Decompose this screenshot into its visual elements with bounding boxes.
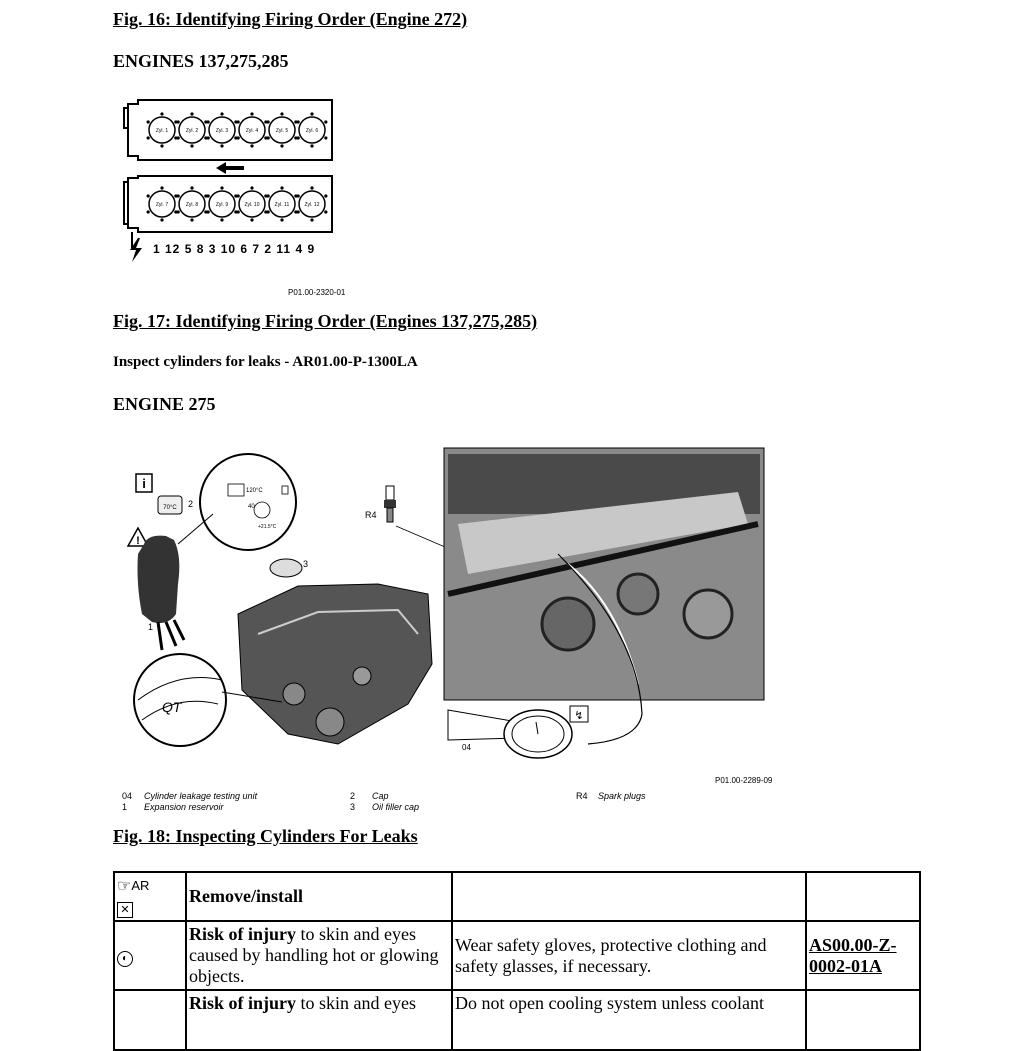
- head-bolt: [190, 218, 193, 221]
- info-icon: [136, 474, 152, 492]
- fig16-caption: Fig. 16: Identifying Firing Order (Engine 272): [113, 9, 468, 29]
- hazard-description: Risk of injury to skin and eyes caused by handling hot or glowing objects.: [186, 921, 452, 990]
- head-bolt: [310, 186, 313, 189]
- head-bolt: [147, 136, 150, 139]
- head-bolt: [237, 194, 240, 197]
- warning-cell: [114, 990, 186, 1050]
- legend-col-3: [576, 791, 646, 802]
- head-bolt: [267, 210, 270, 213]
- cap-text: 70°C: [163, 505, 177, 511]
- fig17-code: P01.00-2320-01: [288, 288, 346, 297]
- header-empty-cell: [452, 872, 806, 921]
- upper-cylinder-label: Zyl. 1: [155, 128, 169, 134]
- temp-warm-label: +21.5°C: [258, 524, 277, 530]
- leak-test-illustration: [118, 444, 778, 788]
- expansion-reservoir-drawing: [138, 536, 185, 650]
- head-bolt: [267, 194, 270, 197]
- head-bolt: [220, 144, 223, 147]
- pointing-hand-icon: ☞: [117, 878, 132, 895]
- legend-col-1: [122, 791, 257, 813]
- reference-cell: [806, 990, 920, 1050]
- hazard-icon: ◐: [117, 951, 133, 967]
- header-title: Remove/install: [186, 872, 452, 921]
- head-bolt: [160, 218, 163, 221]
- head-bolt: [324, 194, 327, 197]
- head-bolt: [324, 210, 327, 213]
- upper-cylinder-label: Zyl. 2: [185, 128, 199, 134]
- head-bolt: [297, 194, 300, 197]
- head-bolt: [250, 218, 253, 221]
- head-bolt: [207, 194, 210, 197]
- fig17-caption: Fig. 17: Identifying Firing Order (Engines 137,275,285): [113, 311, 538, 331]
- warning-cell: [114, 921, 186, 990]
- upper-cylinder-label: Zyl. 6: [305, 128, 319, 134]
- head-bolt: [160, 186, 163, 189]
- head-bolt: [297, 136, 300, 139]
- head-bolt: [207, 136, 210, 139]
- legend-item: 3 Oil filler cap: [350, 802, 420, 812]
- leakage-tester-drawing: [448, 706, 588, 758]
- legend-item: R4 Spark plugs: [576, 791, 646, 801]
- head-bolt: [280, 186, 283, 189]
- tool-icon: ↯: [574, 710, 584, 722]
- head-bolt: [190, 144, 193, 147]
- head-bolt: [324, 120, 327, 123]
- reference-link[interactable]: AS00.00-Z-0002-01A: [806, 921, 920, 990]
- head-bolt: [280, 218, 283, 221]
- callout-cap: 2: [188, 499, 194, 509]
- lower-cylinder-label: Zyl. 10: [244, 202, 260, 208]
- lower-cylinder-label: Zyl. 11: [274, 202, 290, 208]
- oil-filler-cap-drawing: [270, 559, 308, 577]
- ar-label: AR: [131, 878, 150, 893]
- head-bolt: [237, 136, 240, 139]
- head-bolt: [220, 112, 223, 115]
- head-bolt: [190, 186, 193, 189]
- safety-action: Wear safety gloves, protective clothing and safety glasses, if necessary.: [452, 921, 806, 990]
- head-bolt: [177, 194, 180, 197]
- gauge-mark: 40: [248, 504, 255, 510]
- head-bolt: [324, 136, 327, 139]
- lower-cylinder-label: Zyl. 12: [304, 202, 320, 208]
- head-bolt: [310, 112, 313, 115]
- head-bolt: [237, 210, 240, 213]
- head-bolt: [190, 112, 193, 115]
- head-bolt: [267, 136, 270, 139]
- head-bolt: [147, 194, 150, 197]
- lower-cylinder-label: Zyl. 9: [215, 202, 229, 208]
- head-bolt: [297, 120, 300, 123]
- engines-heading: ENGINES 137,275,285: [113, 51, 289, 71]
- head-bolt: [207, 120, 210, 123]
- inspect-cylinders-line: Inspect cylinders for leaks - AR01.00-P-1300LA: [113, 354, 418, 370]
- head-bolt: [250, 186, 253, 189]
- head-bolt: [267, 120, 270, 123]
- hazard-description: Risk of injury to skin and eyes: [186, 990, 452, 1050]
- legend-item: 2 Cap: [350, 791, 389, 801]
- head-bolt: [160, 144, 163, 147]
- temp-hot-label: 120°C: [246, 488, 263, 494]
- lower-cylinder-label: Zyl. 8: [185, 202, 199, 208]
- detail-circle-gauge: [178, 454, 296, 550]
- head-bolt: [237, 120, 240, 123]
- callout-tester: 04: [462, 743, 471, 752]
- head-bolt: [177, 120, 180, 123]
- head-bolt: [177, 136, 180, 139]
- head-bolt: [207, 210, 210, 213]
- head-bolt: [177, 210, 180, 213]
- head-bolt: [147, 120, 150, 123]
- engine-275-heading: ENGINE 275: [113, 394, 216, 414]
- callout-reservoir: 1: [148, 622, 154, 632]
- cap-drawing: [158, 496, 193, 514]
- head-bolt: [250, 144, 253, 147]
- upper-cylinder-label: Zyl. 5: [275, 128, 289, 134]
- upper-cylinder-bank: [124, 100, 332, 160]
- engine-drawing: [238, 584, 432, 744]
- head-bolt: [250, 112, 253, 115]
- upper-cylinder-label: Zyl. 4: [245, 128, 259, 134]
- direction-arrow: [216, 162, 244, 174]
- lower-cylinder-label: Zyl. 7: [155, 202, 169, 208]
- head-bolt: [220, 218, 223, 221]
- callout-filler: 3: [303, 559, 309, 569]
- safety-action: Do not open cooling system unless coolant: [452, 990, 806, 1050]
- lower-cylinder-bank: [124, 176, 332, 248]
- upper-cylinder-label: Zyl. 3: [215, 128, 229, 134]
- fig18-code: P01.00-2289-09: [715, 776, 773, 785]
- tool-box-icon: ✕: [117, 902, 133, 918]
- legend-item: 1 Expansion reservoir: [122, 802, 224, 812]
- table-header-row: [114, 872, 920, 921]
- head-bolt: [147, 210, 150, 213]
- header-ref-cell: [806, 872, 920, 921]
- fig18-caption: Fig. 18: Inspecting Cylinders For Leaks: [113, 826, 418, 846]
- head-bolt: [310, 218, 313, 221]
- pulley-mark: QT: [162, 699, 182, 715]
- head-bolt: [280, 144, 283, 147]
- firing-order-diagram: [120, 98, 340, 266]
- info-label: i: [142, 476, 146, 491]
- head-bolt: [220, 186, 223, 189]
- legend-col-2: [350, 791, 419, 813]
- table-row: [114, 921, 920, 990]
- procedure-table: [113, 871, 921, 1051]
- table-row: [114, 990, 920, 1050]
- head-bolt: [160, 112, 163, 115]
- head-bolt: [297, 210, 300, 213]
- svg-text:!: !: [136, 535, 140, 547]
- engine-photo: [444, 448, 764, 700]
- head-bolt: [310, 144, 313, 147]
- callout-sparkplug: R4: [365, 510, 377, 520]
- legend-item: 04 Cylinder leakage testing unit: [122, 791, 258, 801]
- remove-install-icon-cell: [114, 872, 186, 921]
- firing-order-sequence: 1 12 5 8 3 10 6 7 2 11 4 9: [153, 242, 316, 256]
- head-bolt: [280, 112, 283, 115]
